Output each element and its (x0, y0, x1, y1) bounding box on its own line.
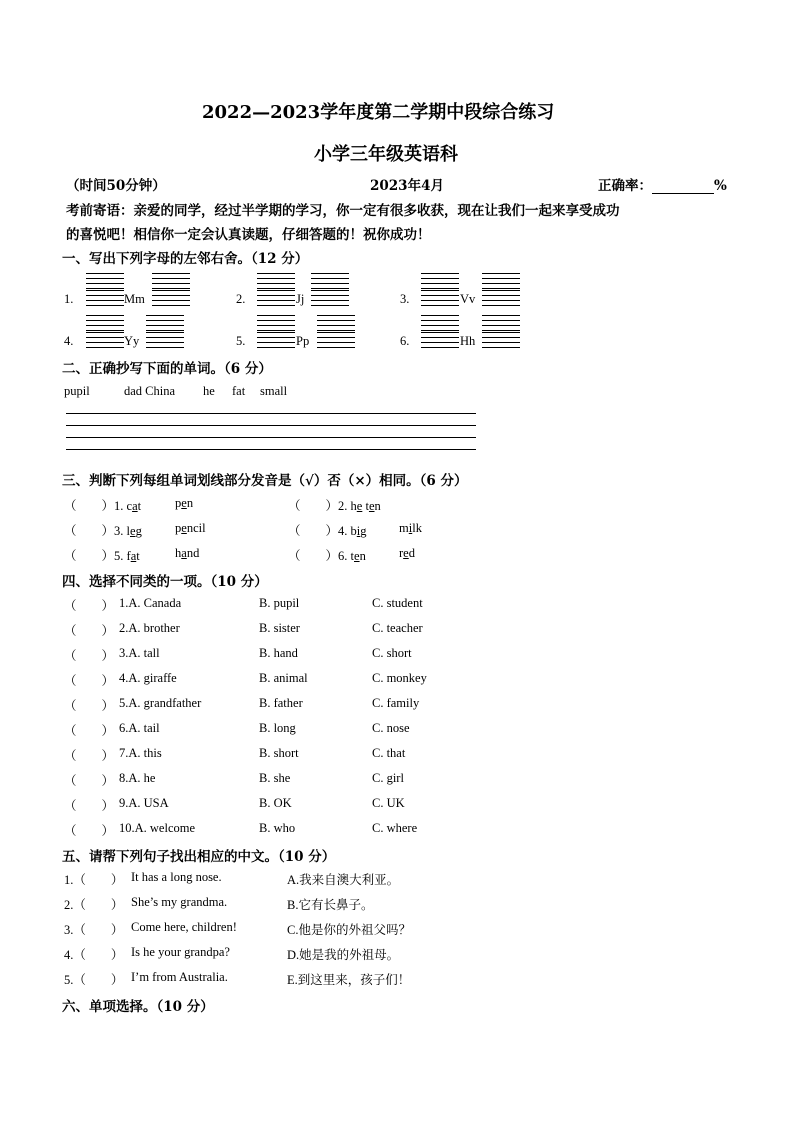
option-a: 10.A. welcome (119, 821, 196, 835)
accuracy-blank[interactable] (652, 181, 714, 194)
english-sentence: Is he your grandpa? (131, 945, 230, 959)
judge-word: milk (399, 521, 422, 535)
match-number[interactable]: 1.（ ） (64, 873, 124, 887)
option-b: B. sister (259, 621, 300, 635)
match-number[interactable]: 2.（ ） (64, 898, 124, 912)
option-c: C. student (372, 596, 423, 610)
letter-item-2: 2. (236, 292, 246, 306)
writing-grid[interactable] (257, 290, 295, 307)
writing-grid[interactable] (86, 332, 124, 349)
answer-paren[interactable]: （ ） (288, 549, 339, 563)
letter-pp: Pp (296, 334, 310, 348)
writing-grid[interactable] (257, 332, 295, 349)
option-b: B. short (259, 746, 299, 760)
answer-paren[interactable]: （ ） (64, 674, 115, 688)
writing-grid[interactable] (317, 315, 355, 332)
section6-title: 六、单项选择。（10 分） (62, 999, 214, 1015)
option-a: 3.A. tall (119, 646, 160, 660)
english-sentence: I’m from Australia. (131, 970, 228, 984)
writing-grid[interactable] (152, 273, 190, 290)
letter-item-4: 4. (64, 334, 74, 348)
option-a: 7.A. this (119, 746, 162, 760)
page-subtitle: 小学三年级英语科 (314, 144, 458, 165)
section4-title: 四、选择不同类的一项。（10 分） (62, 574, 268, 590)
judge-item-3: （ ）3. leg (64, 524, 142, 538)
writing-grid[interactable] (482, 332, 520, 349)
answer-paren[interactable]: （ ） (64, 524, 115, 538)
english-sentence: Come here, children! (131, 920, 237, 934)
date-info: 2023年4月 (370, 178, 444, 194)
option-b: B. long (259, 721, 296, 735)
answer-paren[interactable]: （ ） (288, 499, 339, 513)
letter-item-5: 5. (236, 334, 246, 348)
answer-paren[interactable]: （ ） (64, 774, 115, 788)
option-b: B. animal (259, 671, 308, 685)
option-b: B. father (259, 696, 303, 710)
option-b: B. hand (259, 646, 298, 660)
judge-item-2: （ ）2. he ten (288, 499, 381, 513)
option-a: 4.A. giraffe (119, 671, 177, 685)
copy-word: small (260, 384, 288, 398)
judge-item-4: （ ）4. big (288, 524, 367, 538)
answer-paren[interactable]: （ ） (64, 599, 115, 613)
option-a: 1.A. Canada (119, 596, 182, 610)
english-sentence: It has a long nose. (131, 870, 222, 884)
option-b: B. pupil (259, 596, 300, 610)
writing-grid[interactable] (86, 315, 124, 332)
judge-word: hand (175, 546, 200, 560)
intro-line-2: 的喜悦吧！相信你一定会认真读题，仔细答题的！祝你成功！ (66, 227, 431, 243)
copy-word: dad China (124, 384, 176, 398)
option-c: C. teacher (372, 621, 423, 635)
answer-paren[interactable]: （ ） (64, 724, 115, 738)
page-title: 2022—2023学年度第二学期中段综合练习 (202, 102, 555, 123)
writing-grid[interactable] (86, 290, 124, 307)
judge-item-5: （ ）5. fat (64, 549, 140, 563)
answer-paren[interactable]: （ ） (64, 699, 115, 713)
letter-item-6: 6. (400, 334, 410, 348)
option-c: C. family (372, 696, 420, 710)
judge-word: red (399, 546, 415, 560)
letter-vv: Vv (460, 292, 476, 306)
option-a: 5.A. grandfather (119, 696, 202, 710)
writing-grid[interactable] (86, 273, 124, 290)
intro-line-1: 考前寄语：亲爱的同学，经过半学期的学习，你一定有很多收获，现在让我们一起来享受成功 (66, 203, 620, 219)
option-c: C. that (372, 746, 406, 760)
letter-item-3: 3. (400, 292, 410, 306)
copy-writing-lines[interactable] (66, 413, 476, 453)
judge-item-1: （ ）1. cat (64, 499, 142, 513)
copy-word: pupil (64, 384, 90, 398)
letter-hh: Hh (460, 334, 476, 348)
writing-grid[interactable] (152, 290, 190, 307)
option-a: 6.A. tail (119, 721, 160, 735)
time-info: （时间50分钟） (66, 178, 166, 194)
option-c: C. UK (372, 796, 405, 810)
section2-title: 二、正确抄写下面的单词。（6 分） (62, 361, 272, 377)
option-b: B. who (259, 821, 296, 835)
chinese-sentence: D.她是我的外祖母。 (287, 948, 400, 962)
option-b: B. OK (259, 796, 292, 810)
writing-grid[interactable] (482, 290, 520, 307)
option-a: 2.A. brother (119, 621, 180, 635)
accuracy-unit: % (714, 178, 727, 194)
answer-paren[interactable]: （ ） (64, 499, 115, 513)
answer-paren[interactable]: （ ） (288, 524, 339, 538)
writing-grid[interactable] (421, 332, 459, 349)
chinese-sentence: C.他是你的外祖父吗？ (287, 923, 411, 937)
letter-yy: Yy (124, 334, 140, 348)
writing-grid[interactable] (421, 315, 459, 332)
writing-grid[interactable] (146, 332, 184, 349)
judge-word: pencil (175, 521, 206, 535)
option-a: 9.A. USA (119, 796, 169, 810)
english-sentence: She’s my grandma. (131, 895, 228, 909)
judge-word: pen (175, 496, 194, 510)
writing-grid[interactable] (482, 315, 520, 332)
accuracy-label: 正确率： (598, 178, 652, 194)
writing-grid[interactable] (257, 273, 295, 290)
writing-grid[interactable] (421, 290, 459, 307)
chinese-sentence: B.它有长鼻子。 (287, 898, 374, 912)
copy-word: he (203, 384, 215, 398)
match-number[interactable]: 3.（ ） (64, 923, 124, 937)
letter-item-1: 1. (64, 292, 74, 306)
answer-paren[interactable]: （ ） (64, 799, 115, 813)
writing-grid[interactable] (317, 332, 355, 349)
writing-grid[interactable] (311, 290, 349, 307)
answer-paren[interactable]: （ ） (64, 624, 115, 638)
option-c: C. girl (372, 771, 404, 785)
writing-grid[interactable] (482, 273, 520, 290)
writing-grid[interactable] (257, 315, 295, 332)
writing-grid[interactable] (421, 273, 459, 290)
option-b: B. she (259, 771, 291, 785)
accuracy-field (598, 174, 727, 194)
writing-grid[interactable] (146, 315, 184, 332)
chinese-sentence: E.到这里来，孩子们！ (287, 973, 411, 987)
option-c: C. monkey (372, 671, 427, 685)
match-number[interactable]: 4.（ ） (64, 948, 124, 962)
option-c: C. nose (372, 721, 410, 735)
letter-jj: Jj (296, 292, 305, 306)
judge-item-6: （ ）6. ten (288, 549, 366, 563)
section5-title: 五、请帮下列句子找出相应的中文。（10 分） (62, 849, 336, 865)
copy-word: fat (232, 384, 246, 398)
chinese-sentence: A.我来自澳大利亚。 (287, 873, 400, 887)
answer-paren[interactable]: （ ） (64, 824, 115, 838)
match-number[interactable]: 5.（ ） (64, 973, 124, 987)
section1-title: 一、写出下列字母的左邻右舍。（12 分） (62, 251, 309, 267)
option-c: C. short (372, 646, 412, 660)
answer-paren[interactable]: （ ） (64, 749, 115, 763)
option-a: 8.A. he (119, 771, 156, 785)
section3-title: 三、判断下列每组单词划线部分发音是（√）否（×）相同。（6 分） (62, 473, 468, 489)
letter-mm: Mm (124, 292, 145, 306)
option-c: C. where (372, 821, 418, 835)
answer-paren[interactable]: （ ） (64, 649, 115, 663)
writing-grid[interactable] (311, 273, 349, 290)
answer-paren[interactable]: （ ） (64, 549, 115, 563)
